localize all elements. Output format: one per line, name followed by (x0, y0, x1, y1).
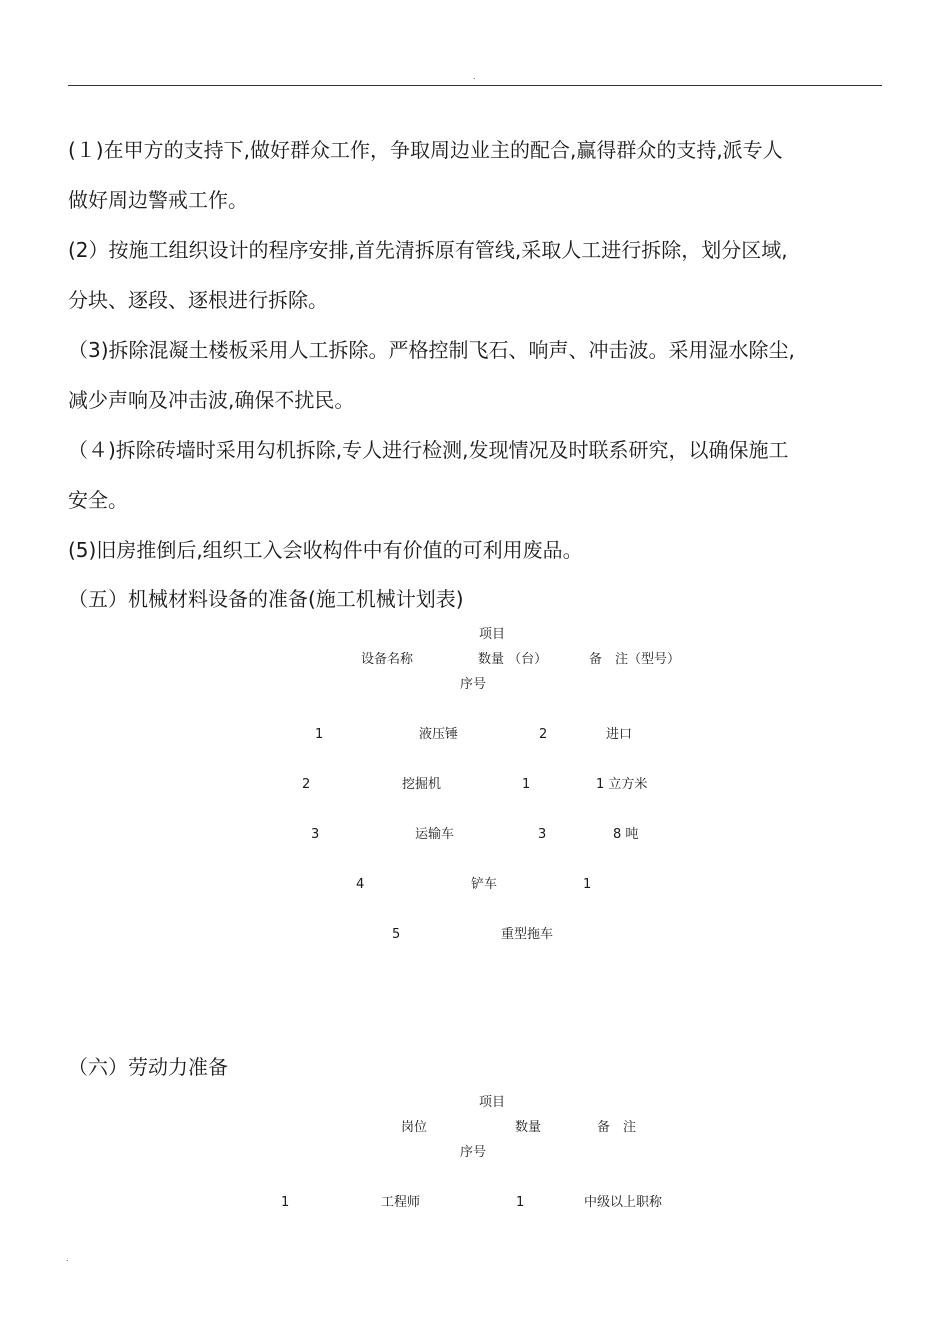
table-header-post: 岗位 (401, 1120, 428, 1135)
footer-mark: . (66, 1254, 69, 1263)
paragraph-line: (5)旧房推倒后,组织工入会收构件中有价值的可利用废品。 (68, 538, 583, 562)
cell-no: 2 (302, 777, 311, 792)
table-header-seq: 序号 (460, 677, 487, 692)
cell-remark: 8 吨 (613, 827, 639, 842)
table-header-item: 项目 (479, 627, 506, 642)
paragraph-line: 分块、逐段、逐根进行拆除。 (68, 288, 328, 312)
section-title-labor: （六）劳动力准备 (68, 1055, 228, 1079)
cell-remark: 进口 (606, 727, 633, 742)
cell-post: 工程师 (381, 1195, 421, 1210)
cell-name: 重型拖车 (501, 927, 554, 942)
paragraph-line: （3)拆除混凝土楼板采用人工拆除。严格控制飞石、响声、冲击波。采用湿水除尘, (68, 338, 795, 362)
paragraph-line: (１)在甲方的支持下,做好群众工作，争取周边业主的配合,赢得群众的支持,派专人 (68, 138, 783, 162)
cell-remark: 1 立方米 (596, 777, 648, 792)
paragraph-line: （４)拆除砖墙时采用勾机拆除,专人进行检测,发现情况及时联系研究，以确保施工 (68, 438, 789, 462)
cell-qty: 1 (583, 877, 592, 892)
cell-name: 挖掘机 (402, 777, 442, 792)
table-header-remark: 备 注（型号） (589, 652, 681, 667)
cell-qty: 1 (516, 1195, 525, 1210)
paragraph-line: 安全。 (68, 488, 128, 512)
cell-no: 1 (315, 727, 324, 742)
cell-name: 铲车 (471, 877, 498, 892)
header-mark: . (473, 72, 476, 81)
cell-no: 5 (392, 927, 401, 942)
cell-no: 4 (356, 877, 365, 892)
cell-name: 液压锤 (419, 727, 459, 742)
cell-qty: 1 (522, 777, 531, 792)
paragraph-line: 做好周边警戒工作。 (68, 188, 248, 212)
paragraph-line: (2）按施工组织设计的程序安排,首先清拆原有管线,采取人工进行拆除，划分区域, (68, 238, 788, 262)
cell-remark: 中级以上职称 (584, 1195, 663, 1210)
table-header-seq: 序号 (460, 1145, 487, 1160)
table-header-name: 设备名称 (361, 652, 414, 667)
paragraph-line: 减少声响及冲击波,确保不扰民。 (68, 388, 355, 412)
cell-qty: 3 (538, 827, 547, 842)
cell-name: 运输车 (415, 827, 455, 842)
cell-no: 3 (311, 827, 320, 842)
table-header-qty: 数量 (515, 1120, 542, 1135)
table-header-item: 项目 (479, 1095, 506, 1110)
cell-qty: 2 (539, 727, 548, 742)
table-header-qty: 数量 （台） (478, 652, 548, 667)
table-header-remark: 备 注 (597, 1120, 637, 1135)
cell-no: 1 (281, 1195, 290, 1210)
section-title-machinery: （五）机械材料设备的准备(施工机械计划表) (68, 587, 464, 611)
header-rule (68, 85, 882, 86)
